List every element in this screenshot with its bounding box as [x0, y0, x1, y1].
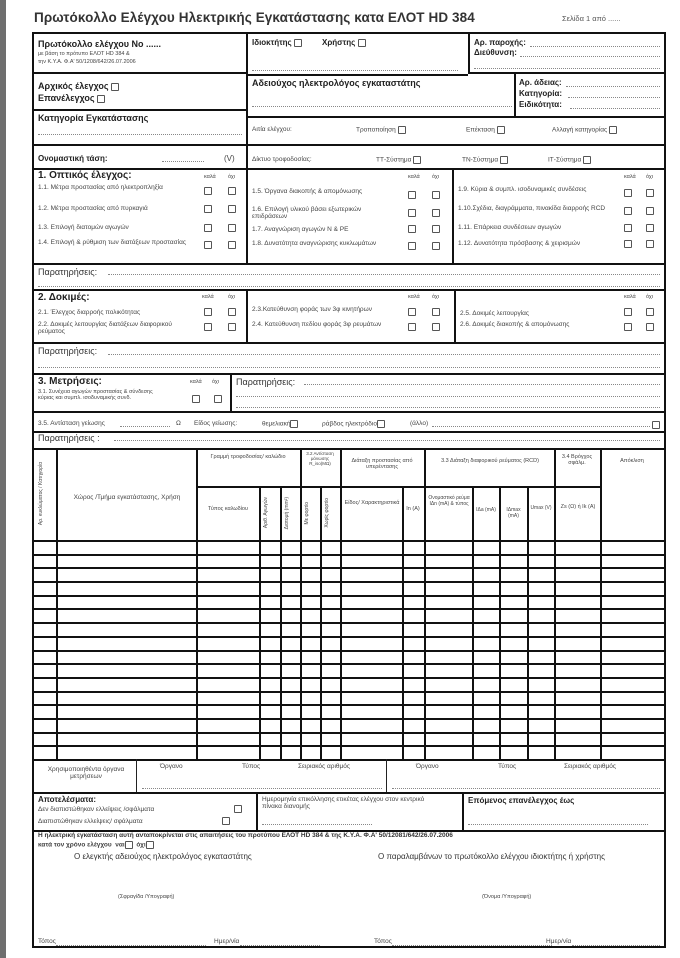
other-earth-field[interactable]	[432, 426, 650, 427]
col-ins-load-header	[304, 490, 310, 536]
measurements-3-1-no-checkbox[interactable]	[214, 395, 222, 403]
next-check-field[interactable]	[468, 824, 648, 825]
tests-no-header-2: όχι	[432, 294, 440, 300]
defects-checkbox[interactable]	[222, 817, 230, 825]
visual-item-1-5: 1.5. Όργανα διακοπής & απομόνωσης	[252, 188, 363, 195]
sticker-date-label: Ημερομηνία επικόλλησης ετικέτας ελέγχου στον κεντρικό πίνακα διανομής	[262, 796, 425, 811]
col-circuit-no-label: Αρ. κυκλώματος / Κατηγορία	[38, 462, 44, 526]
tt-system-option[interactable]	[376, 156, 421, 164]
col-rcd-ia-header: IΔa (mA)	[476, 507, 496, 513]
table-row[interactable]	[34, 596, 664, 608]
address-label: Διεύθυνση:	[474, 48, 517, 57]
col-result-header: Απόκλιση	[620, 458, 644, 464]
visual-item-1-6: 1.6. Επιλογή υλικού βάσει εξωτερικών επιδράσεων	[252, 206, 362, 221]
grp-feed-header: Γραμμή τροφοδοσίας/ καλώδιο	[210, 454, 286, 460]
serial-1-label: Σειριακός αριθμός	[298, 763, 350, 770]
visual-1-5-ok-checkbox[interactable]	[408, 191, 416, 199]
supply-no-label: Αρ. παροχής:	[474, 38, 526, 47]
table-row[interactable]	[34, 746, 664, 758]
table-row[interactable]	[34, 651, 664, 663]
no-label: όχι	[136, 841, 146, 849]
visual-item-1-11: 1.11. Επάρκεια συνδέσεων αγωγών	[458, 224, 562, 231]
license-no-label: Αρ. άδειας:	[519, 78, 562, 87]
ohm-unit: Ω	[176, 420, 181, 427]
visual-no-header-2: όχι	[432, 174, 440, 180]
visual-1-3-no-checkbox[interactable]	[228, 224, 236, 232]
visual-1-1-no-checkbox[interactable]	[228, 187, 236, 195]
owner-option[interactable]	[252, 38, 302, 47]
visual-1-6-ok-checkbox[interactable]	[408, 209, 416, 217]
tests-no-header-1: όχι	[228, 294, 236, 300]
signature-stamp-label: (Σφραγίδα /Υπογραφή)	[118, 894, 175, 900]
table-row[interactable]	[34, 541, 664, 553]
place-field-2[interactable]	[392, 945, 552, 946]
grp-protection-header: Διάταξη προστασίας από υπερέντασης	[351, 458, 413, 471]
visual-1-11-no-checkbox[interactable]	[646, 224, 654, 232]
visual-item-1-9: 1.9. Κύρια & συμπλ. ισοδυναμικές συνδέσεις	[458, 186, 587, 193]
earth-resistance-label: 3.5. Αντίσταση γείωσης	[38, 420, 105, 427]
recheck-label: Επανέλεγχος	[38, 93, 95, 103]
voltage-unit: (V)	[224, 154, 235, 163]
visual-ok-header-1: καλά	[204, 174, 216, 180]
reason-extension-option[interactable]	[466, 126, 505, 134]
nominal-voltage-label: Ονομαστική τάση:	[38, 154, 108, 163]
table-row[interactable]	[34, 623, 664, 635]
instrument-1-field[interactable]	[142, 788, 382, 789]
compliance-no-checkbox[interactable]	[146, 841, 154, 849]
address-field[interactable]	[520, 56, 660, 57]
earth-remarks-field[interactable]	[114, 440, 660, 441]
rod-electrode-checkbox[interactable]	[377, 420, 385, 428]
visual-item-1-12: 1.12. Δυνατότητα πρόσβασης & χειρισμών	[458, 240, 581, 247]
visual-item-1-1: 1.1. Μέτρα προστασίας από ηλεκτροπληξία	[38, 184, 163, 191]
measurements-item-3-1: 3.1. Συνέχεια αγωγών προστασίας & σύνδεσης κύριας και συμπλ. ισοδυναμικής συνδ.	[38, 389, 153, 402]
col-rcd-umax-header: Umax (V)	[530, 505, 552, 511]
protocol-page	[8, 0, 680, 958]
earth-resistance-field[interactable]	[120, 426, 170, 427]
tests-remarks-label: Παρατηρήσεις:	[38, 346, 98, 356]
date-field-2[interactable]	[572, 945, 660, 946]
visual-item-1-7: 1.7. Αναγνώριση αγωγών Ν & PE	[252, 226, 349, 233]
initial-check-label: Αρχικός έλεγχος	[38, 81, 109, 91]
rod-electrode-option[interactable]	[322, 420, 385, 428]
inspector-label: Ο ελεγκτής αδειούχος ηλεκτρολόγος εγκαταστάτης	[74, 852, 252, 861]
tests-2-1-no-checkbox[interactable]	[228, 308, 236, 316]
page-number: Σελίδα 1 από ......	[562, 14, 621, 23]
visual-1-12-no-checkbox[interactable]	[646, 240, 654, 248]
table-row[interactable]	[34, 733, 664, 745]
reason-modification-option[interactable]	[356, 126, 406, 134]
tests-item-2-5: 2.5. Δοκιμές λειτουργίας	[460, 310, 530, 317]
visual-remarks-field-2[interactable]	[38, 286, 660, 287]
owner-label: Ιδιοκτήτης	[252, 38, 292, 47]
table-row[interactable]	[34, 678, 664, 690]
visual-no-header-1: όχι	[228, 174, 236, 180]
page-edge-shadow	[0, 0, 6, 958]
visual-1-9-no-checkbox[interactable]	[646, 189, 654, 197]
protocol-basis-1: με βάση το πρότυπο ΕΛΟΤ HD 384 &	[38, 51, 130, 57]
table-row[interactable]	[34, 637, 664, 649]
visual-inspection-title: 1. Οπτικός έλεγχος:	[38, 170, 132, 181]
measurements-remarks-label: Παρατηρήσεις:	[236, 377, 296, 387]
form-frame	[32, 32, 666, 948]
initial-check-option[interactable]	[38, 81, 119, 91]
other-earth-label: (άλλο)	[410, 420, 429, 427]
reason-modification-checkbox[interactable]	[398, 126, 406, 134]
compliance-yes-checkbox[interactable]	[125, 841, 133, 849]
date-field-1[interactable]	[240, 945, 320, 946]
license-no-field[interactable]	[566, 86, 660, 87]
tests-ok-header-2: καλά	[408, 294, 420, 300]
supply-network-label: Δίκτυο τροφοδοσίας:	[252, 156, 312, 163]
visual-1-9-ok-checkbox[interactable]	[624, 189, 632, 197]
recheck-checkbox[interactable]	[97, 95, 105, 103]
defects-label: Διαπιστώθηκαν ελλείψεις/ σφάλματα	[38, 818, 143, 825]
install-category-field[interactable]	[38, 134, 242, 135]
measurements-title: 3. Μετρήσεις:	[38, 376, 102, 387]
visual-remarks-field[interactable]	[108, 274, 660, 275]
tests-2-5-no-checkbox[interactable]	[646, 308, 654, 316]
visual-1-1-ok-checkbox[interactable]	[204, 187, 212, 195]
during-check-row	[38, 841, 154, 849]
it-system-label: ΙΤ-Σύστημα	[548, 156, 582, 164]
place-label-1: Τόπος	[38, 938, 56, 945]
tests-2-4-no-checkbox[interactable]	[432, 323, 440, 331]
foundation-checkbox[interactable]	[290, 420, 298, 428]
visual-item-1-8: 1.8. Δυνατότητα αναγνώρισης κυκλωμάτων	[252, 240, 377, 247]
visual-item-1-4: 1.4. Επιλογή & ρύθμιση των διατάξεων προστασίας	[38, 239, 186, 246]
tests-item-2-6: 2.6. Δοκιμές διακοπής & απομόνωσης	[460, 321, 570, 328]
sticker-date-field[interactable]	[262, 824, 372, 825]
visual-1-5-no-checkbox[interactable]	[432, 191, 440, 199]
table-row[interactable]	[34, 719, 664, 731]
rod-electrode-label: ράβδος ηλεκτρόδιο	[322, 420, 377, 428]
earth-type-label: Είδος γείωσης:	[194, 420, 238, 427]
category-label: Κατηγορία:	[519, 89, 563, 98]
user-checkbox[interactable]	[358, 39, 366, 47]
date-label-2: Ημερ/νία	[546, 938, 572, 945]
table-row[interactable]	[34, 582, 664, 594]
tests-2-2-no-checkbox[interactable]	[228, 323, 236, 331]
col-ins-noload-header	[324, 490, 330, 536]
reason-category-change-checkbox[interactable]	[609, 126, 617, 134]
tt-system-label: ΤΤ-Σύστημα	[376, 156, 412, 164]
visual-1-12-ok-checkbox[interactable]	[624, 240, 632, 248]
tn-system-option[interactable]	[462, 156, 508, 164]
tn-system-label: ΤΝ-Σύστημα	[462, 156, 499, 164]
place-label-2: Τόπος	[374, 938, 392, 945]
visual-1-11-ok-checkbox[interactable]	[624, 224, 632, 232]
user-option[interactable]	[322, 38, 366, 47]
initial-check-checkbox[interactable]	[111, 83, 119, 91]
visual-ok-header-2: καλά	[408, 174, 420, 180]
owner-checkbox[interactable]	[294, 39, 302, 47]
reason-category-change-option[interactable]	[552, 126, 617, 134]
visual-1-6-no-checkbox[interactable]	[432, 209, 440, 217]
grp-insulation-header: 3.2 Αντίσταση μόνωσης R_iso(MΩ)	[306, 451, 334, 466]
col-section-header	[284, 490, 290, 536]
measurements-remarks-field-3[interactable]	[236, 407, 660, 408]
tests-item-2-1: 2.1. Έλεγχος διαρροής πολικότητας	[38, 309, 141, 316]
instrument-2-label: Όργανο	[416, 763, 439, 770]
visual-1-2-no-checkbox[interactable]	[228, 205, 236, 213]
col-section-label: Διατομή (mm²)	[284, 496, 290, 530]
tests-ok-header-1: καλά	[202, 294, 214, 300]
tests-2-3-ok-checkbox[interactable]	[408, 308, 416, 316]
tests-2-1-ok-checkbox[interactable]	[204, 308, 212, 316]
address-field-2[interactable]	[474, 68, 660, 69]
defects-option[interactable]	[38, 818, 143, 825]
col-prot-in-header: In (A)	[406, 506, 420, 512]
supply-no-field[interactable]	[530, 46, 660, 47]
it-system-option[interactable]	[548, 156, 591, 164]
next-check-label: Επόμενος επανέλεγχος έως	[468, 796, 575, 805]
no-defects-option[interactable]	[38, 806, 154, 813]
visual-1-2-ok-checkbox[interactable]	[204, 205, 212, 213]
table-row[interactable]	[34, 609, 664, 621]
table-row[interactable]	[34, 692, 664, 704]
user-label: Χρήστης	[322, 38, 356, 47]
tests-ok-header-3: καλά	[624, 294, 636, 300]
it-system-checkbox[interactable]	[583, 156, 591, 164]
declaration-text: Η ηλεκτρική εγκατάσταση αυτή ανταποκρίνεται στις απαιτήσεις του προτύπου ΕΛΟΤ HD 384 & της Κ.Υ.Α. Φ.Α' 50/12081/642/26.07.2006	[38, 832, 453, 839]
category-field[interactable]	[568, 97, 660, 98]
col-loop-header: Zs (Ω) ή Ik (A)	[560, 504, 596, 510]
specialty-field[interactable]	[570, 108, 660, 109]
visual-1-10-no-checkbox[interactable]	[646, 207, 654, 215]
earth-remarks-label: Παρατηρήσεις :	[38, 433, 100, 443]
electrician-name-field[interactable]	[252, 106, 512, 107]
results-title: Αποτελέσματα:	[38, 795, 96, 804]
tests-2-5-ok-checkbox[interactable]	[624, 308, 632, 316]
col-cores-header	[263, 490, 269, 536]
visual-item-1-2: 1.2. Μέτρα προστασίας από πυρκαγιά	[38, 205, 148, 212]
tt-system-checkbox[interactable]	[413, 156, 421, 164]
instrument-1-label: Όργανο	[160, 763, 183, 770]
measurements-3-1-ok-checkbox[interactable]	[192, 395, 200, 403]
col-ins-noload-label: Χωρίς φορτίο	[324, 498, 330, 528]
col-prot-type-header: Είδος/ Χαρακτηριστικά	[344, 500, 400, 506]
col-ins-load-label: Με φορτίο	[304, 501, 310, 525]
name-signature-label: (Όνομα /Υπογραφή)	[482, 894, 532, 900]
visual-1-4-ok-checkbox[interactable]	[204, 241, 212, 249]
place-field-1[interactable]	[56, 945, 206, 946]
electrician-label: Αδειούχος ηλεκτρολόγος εγκαταστάτης	[252, 78, 421, 88]
measurements-remarks-field[interactable]	[304, 384, 660, 385]
check-reason-label: Αιτία ελέγχου:	[252, 126, 292, 133]
visual-1-3-ok-checkbox[interactable]	[204, 224, 212, 232]
grp-loop-header: 3.4 Βρόγχος σφάλμ.	[561, 454, 593, 467]
no-defects-label: Δεν διαπιστώθηκαν ελλείψεις /σφάλματα	[38, 806, 155, 813]
visual-1-7-no-checkbox[interactable]	[432, 225, 440, 233]
other-earth-checkbox[interactable]	[652, 421, 660, 429]
during-check-label: κατά τον χρόνο ελέγχου	[38, 841, 112, 849]
foundation-label: θεμελιακή	[262, 420, 291, 428]
col-rcd-imax-header: IΔmax (mA)	[506, 507, 521, 519]
reason-modification-label: Τροποποίηση	[356, 126, 396, 134]
grp-rcd-header: 3.3 Διάταξη διαφορικού ρεύματος (RCD)	[441, 458, 539, 464]
document-title: Πρωτόκολλο Ελέγχου Ηλεκτρικής Εγκατάστασης κατα ΕΛΟΤ HD 384	[34, 10, 475, 25]
foundation-option[interactable]	[262, 420, 298, 428]
visual-1-7-ok-checkbox[interactable]	[408, 225, 416, 233]
install-category-label: Κατηγορία Εγκατάστασης	[38, 113, 149, 123]
measurements-ok-header: καλά	[190, 379, 202, 385]
visual-item-1-3: 1.3. Επιλογή διατομών αγωγών	[38, 224, 129, 231]
tests-item-2-4: 2.4. Κατεύθυνση πεδίου φοράς 3φ ρευμάτων	[252, 321, 382, 328]
inspector-signature-area[interactable]	[166, 882, 266, 902]
serial-2-label: Σειριακός αριθμός	[564, 763, 616, 770]
visual-1-10-ok-checkbox[interactable]	[624, 207, 632, 215]
receiver-signature-area[interactable]	[474, 882, 594, 902]
reason-extension-checkbox[interactable]	[497, 126, 505, 134]
tests-2-3-no-checkbox[interactable]	[432, 308, 440, 316]
col-circuit-no-header	[38, 454, 44, 534]
visual-item-1-10: 1.10.Σχέδια, διαγράμματα, πινακίδα διαρροής RCD	[458, 205, 606, 212]
type-2-label: Τύπος	[498, 763, 517, 770]
visual-1-8-no-checkbox[interactable]	[432, 242, 440, 250]
tn-system-checkbox[interactable]	[500, 156, 508, 164]
visual-1-8-ok-checkbox[interactable]	[408, 242, 416, 250]
date-label-1: Ημερ/νία	[214, 938, 240, 945]
nominal-voltage-field[interactable]	[162, 161, 204, 162]
protocol-basis-2: την Κ.Υ.Α. Φ.Α' 50/1208/642/26.07.2006	[38, 59, 136, 65]
reason-category-change-label: Αλλαγή κατηγορίας	[552, 126, 608, 134]
table-row[interactable]	[34, 568, 664, 580]
receiver-label: Ο παραλαμβάνων το πρωτόκολλο ελέγχου ιδιοκτήτης ή χρήστης	[378, 852, 605, 861]
table-row[interactable]	[34, 664, 664, 676]
measurements-no-header: όχι	[212, 379, 220, 385]
protocol-no-label: Πρωτόκολλο ελέγχου Νο ......	[38, 39, 161, 49]
visual-no-header-3: όχι	[646, 174, 654, 180]
visual-ok-header-3: καλά	[624, 174, 636, 180]
tests-item-2-2: 2.2. Δοκιμές λειτουργίας διατάξεων διαφορικού ρεύματος	[38, 321, 172, 336]
visual-remarks-label: Παρατηρήσεις:	[38, 267, 98, 277]
col-cores-label: Αριθ. Αγωγών	[263, 497, 269, 529]
instruments-label: Χρησιμοποιηθέντα όργανα μετρήσεων	[47, 766, 125, 781]
tests-no-header-3: όχι	[646, 294, 654, 300]
col-rcd-rated-header: Ονομαστικό ρεύμα IΔn (mA) & τύπος	[428, 495, 470, 507]
tests-title: 2. Δοκιμές:	[38, 292, 90, 303]
col-area-header: Χώρος /Τμήμα εγκατάστασης, Χρήση	[73, 494, 181, 501]
no-defects-checkbox[interactable]	[234, 805, 242, 813]
reason-extension-label: Επέκταση	[466, 126, 495, 134]
recheck-option[interactable]	[38, 93, 105, 103]
table-row[interactable]	[34, 555, 664, 567]
tests-2-2-ok-checkbox[interactable]	[204, 323, 212, 331]
owner-name-field[interactable]	[252, 70, 458, 71]
yes-label: ναι	[115, 841, 125, 849]
type-1-label: Τύπος	[242, 763, 261, 770]
tests-remarks-field[interactable]	[108, 354, 660, 355]
tests-2-6-no-checkbox[interactable]	[646, 323, 654, 331]
measurements-remarks-field-2[interactable]	[236, 396, 660, 397]
tests-2-4-ok-checkbox[interactable]	[408, 323, 416, 331]
visual-1-4-no-checkbox[interactable]	[228, 241, 236, 249]
tests-remarks-field-2[interactable]	[38, 367, 660, 368]
col-cable-type-header: Τύπος καλωδίου	[207, 506, 249, 512]
instrument-2-field[interactable]	[392, 788, 660, 789]
table-row[interactable]	[34, 705, 664, 717]
tests-item-2-3: 2.3.Κατεύθυνση φοράς των 3φ κινητήρων	[252, 306, 372, 313]
tests-2-6-ok-checkbox[interactable]	[624, 323, 632, 331]
specialty-label: Ειδικότητα:	[519, 100, 562, 109]
